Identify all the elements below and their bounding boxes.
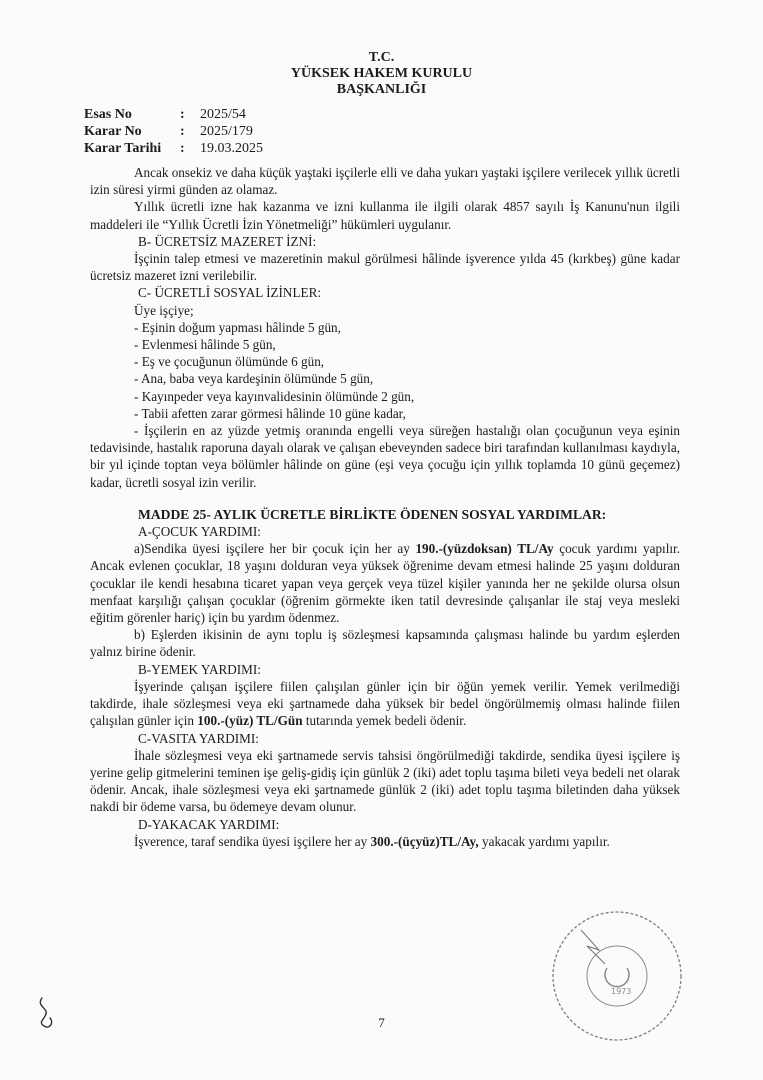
- text-run: a)Sendika üyesi işçilere her bir çocuk için her ay: [134, 541, 416, 557]
- amount-child-allowance: 190.-(yüzdoksan) TL/Ay: [415, 541, 554, 557]
- list-item: - Ana, baba veya kardeşinin ölümünde 5 gün,: [134, 371, 374, 387]
- text-run: çocuk yardımı yapılır. Ancak evlenen çocuklar, 18 yaşını dolduran veya yüksek öğrenime devam etmesi halinde 25 yaşını dolduran çocuklar ile kendi hesabına ticaret yapan veya gerçek veya tüzel kişiler yanında her ne şekilde olursa olsun menfaat karşılığı çalışan çocuklar (öğrenim görmekte iken tatil devresinde çalışanlar ile staj veya mesleki eğitim görenler hariç) için bu yardım ödenmez.: [90, 541, 681, 626]
- svg-text:1973: 1973: [611, 987, 632, 996]
- paragraph-fuel-allowance: [90, 833, 680, 850]
- text-run: İşyerinde çalışan işçilere fiilen çalışılan günler için bir öğün yemek verilir. Yemek verilmediği takdirde, ihale sözleşmesi veya eki şartnamede daha yüksek bir bedel öngörülmemiş olması halinde fiilen çalışılan günler için: [90, 678, 680, 729]
- text-run: İşverence, taraf sendika üyesi işçilere her ay: [134, 833, 371, 849]
- case-metadata: [84, 106, 263, 157]
- meta-colon: :: [180, 124, 185, 139]
- leave-list: [90, 319, 680, 422]
- meta-label: Karar No: [84, 124, 142, 139]
- text-run: yakacak yardımı yapılır.: [478, 833, 610, 849]
- paragraph-spouse-rule: b) Eşlerden ikisinin de aynı toplu iş sözleşmesi kapsamında çalışması halinde bu yardım eşlerden yalnız birine ödenir.: [90, 627, 680, 660]
- meta-colon: :: [180, 107, 185, 122]
- list-item: - Tabii afetten zarar görmesi hâlinde 10 güne kadar,: [134, 405, 406, 421]
- spacer: [90, 491, 680, 500]
- paragraph-unpaid-leave: İşçinin talep etmesi ve mazeretinin makul görülmesi hâlinde işverence yılda 45 (kırkbeş) güne kadar ücretsiz mazeret izni verilebilir.: [90, 251, 680, 284]
- section-heading-fuel-allowance: D-YAKACAK YARDIMI:: [138, 816, 280, 832]
- document-header: [0, 50, 763, 98]
- text-run: tutarında yemek bedeli ödenir.: [302, 713, 467, 729]
- meta-colon: :: [180, 141, 185, 156]
- paragraph-annual-leave-minimum: Ancak onsekiz ve daha küçük yaştaki işçilerle elli ve daha yukarı yaştaki işçilere verilecek yıllık ücretli izin süresi yirmi günden az olamaz.: [90, 165, 680, 198]
- meta-row-esas: [84, 106, 263, 123]
- list-item: - Eş ve çocuğunun ölümünde 6 gün,: [134, 354, 325, 370]
- paragraph-child-allowance: [90, 540, 680, 626]
- section-heading-child-allowance: A-ÇOCUK YARDIMI:: [138, 524, 261, 540]
- document-body: [90, 164, 680, 850]
- section-heading-transport-allowance: C-VASITA YARDIMI:: [138, 730, 259, 746]
- paragraph-member-worker: Üye işçiye;: [134, 302, 194, 318]
- amount-meal-allowance: 100.-(yüz) TL/Gün: [197, 713, 303, 729]
- header-line-presidency: BAŞKANLIĞI: [336, 82, 427, 97]
- meta-value: 19.03.2025: [200, 141, 263, 156]
- amount-fuel-allowance: 300.-(üçyüz)TL/Ay,: [370, 833, 479, 849]
- meta-value: 2025/54: [200, 107, 246, 122]
- header-line-tc: T.C.: [368, 50, 395, 65]
- meta-label: Karar Tarihi: [84, 141, 162, 156]
- meta-label: Esas No: [84, 107, 132, 122]
- paragraph-meal-allowance: [90, 678, 680, 730]
- meta-row-karar-tarihi: [84, 140, 263, 157]
- paragraph-disabled-child-leave: - İşçilerin en az yüzde yetmiş oranında engelli veya süreğen hastalığı olan çocuğunun veya eşinin tedavisinde, hastalık raporuna dayalı olarak ve çalışan ebeveynden sadece biri tarafından kullanılması kaydıyla, bir yıl içinde toptan veya bölümler hâlinde on güne (eşi veya çocuğu için yıllık toplamda 10 günü geçemez) kadar, ücretli sosyal izin verilir.: [90, 423, 680, 490]
- list-item: - Evlenmesi hâlinde 5 gün,: [134, 337, 276, 353]
- meta-row-karar: [84, 123, 263, 140]
- section-heading-unpaid-leave: B- ÜCRETSİZ MAZERET İZNİ:: [138, 233, 317, 249]
- paragraph-annual-leave-law: Yıllık ücretli izne hak kazanma ve izni kullanma ile ilgili olarak 4857 sayılı İş Kanunu'nun ilgili maddeleri ile “Yıllık Ücretli İzin Yönetmeliği” hükümleri uygulanır.: [90, 199, 680, 232]
- page-number: 7: [378, 1015, 385, 1030]
- meta-value: 2025/179: [200, 124, 253, 139]
- list-item: - Eşinin doğum yapması hâlinde 5 gün,: [134, 319, 341, 335]
- paragraph-transport-allowance: İhale sözleşmesi veya eki şartnamede servis tahsisi öngörülmediği takdirde, sendika üyesi işçilere iş yerine gelip gitmelerini teminen işe geliş-gidiş için günlük 2 (iki) adet toplu taşıma bileti veya bedeli net olarak ödenir. Ancak, ihale sözleşmesi veya eki şartnamede günlük 2 (iki) adet toplu taşıma biletinden daha yüksek nakdi bir ödeme varsa, bu ödemeye devam olunur.: [90, 747, 680, 815]
- header-line-institution: YÜKSEK HAKEM KURULU: [290, 66, 473, 81]
- section-heading-meal-allowance: B-YEMEK YARDIMI:: [138, 661, 261, 677]
- section-heading-paid-social-leave: C- ÜCRETLİ SOSYAL İZİNLER:: [138, 285, 322, 301]
- list-item: - Kayınpeder veya kayınvalidesinin ölümünde 2 gün,: [134, 388, 415, 404]
- article-heading-25: MADDE 25- AYLIK ÜCRETLE BİRLİKTE ÖDENEN SOSYAL YARDIMLAR:: [138, 506, 607, 522]
